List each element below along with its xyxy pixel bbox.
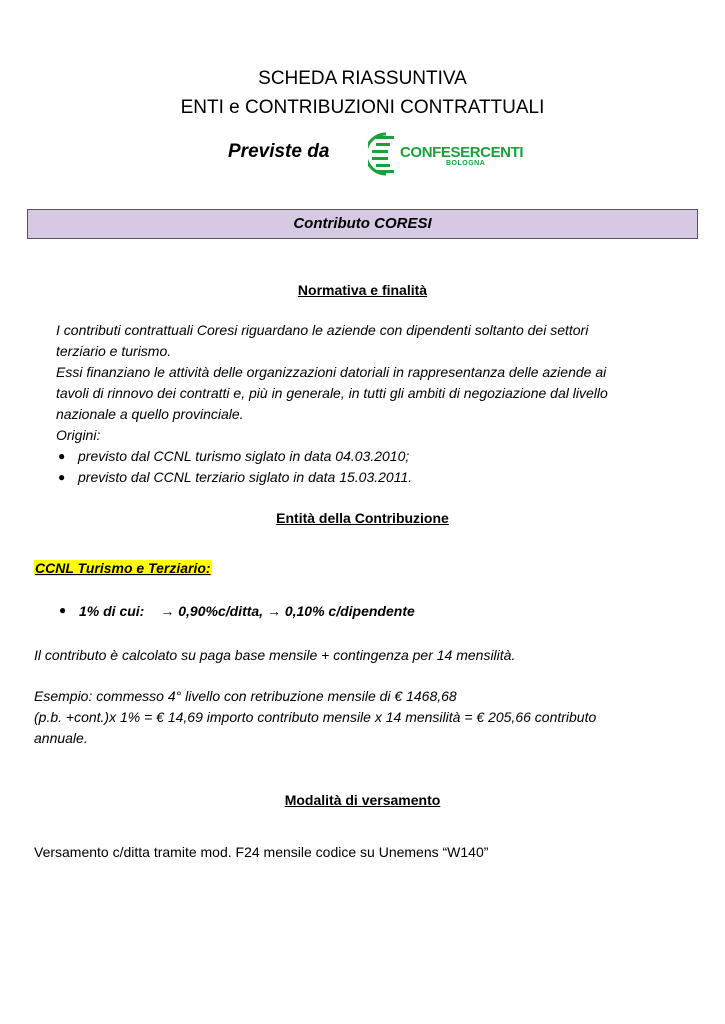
paragraph-line: terziario e turismo. — [56, 343, 172, 359]
bullet-icon: ● — [59, 603, 67, 617]
list-item-text: previsto dal CCNL terziario siglato in data 15.03.2011. — [78, 469, 413, 485]
logo-text: CONFESERCENTI — [400, 144, 524, 161]
paragraph-line: Essi finanziano le attività delle organizzazioni datoriali in rappresentanza delle aziende ai — [56, 364, 607, 380]
heading-normativa: Normativa e finalità — [297, 282, 428, 298]
list-item-text: previsto dal CCNL turismo siglato in data 04.03.2010; — [78, 448, 410, 464]
highlight-ccnl: CCNL Turismo e Terziario: — [35, 560, 211, 576]
heading-modalita: Modalità di versamento — [284, 792, 441, 808]
previste-label: Previste da — [228, 141, 330, 162]
doc-title-line2: ENTI e CONTRIBUZIONI CONTRATTUALI — [180, 97, 545, 118]
list-item — [58, 467, 413, 488]
bullet-part-dipendente: → 0,10% c/dipendente — [266, 603, 415, 619]
calc-note: Il contributo è calcolato su paga base mensile + contingenza per 14 mensilità. — [34, 647, 516, 663]
bullet-icon: ● — [58, 449, 66, 463]
example-line: Esempio: commesso 4° livello con retribuzione mensile di € 1468,68 — [34, 688, 457, 704]
example-line: (p.b. +cont.)x 1% = € 14,69 importo contributo mensile x 14 mensilità = € 205,66 contributo — [34, 709, 597, 725]
logo-subtext: BOLOGNA — [446, 160, 486, 167]
contribution-bullet — [59, 603, 415, 619]
doc-title-line1: SCHEDA RIASSUNTIVA — [258, 68, 467, 89]
paragraph-line: I contributi contrattuali Coresi riguardano le aziende con dipendenti soltanto dei settori — [56, 322, 589, 338]
paragraph-line: nazionale a quello provinciale. — [56, 406, 244, 422]
paragraph-line: tavoli di rinnovo dei contratti e, più in generale, in tutti gli ambiti di negoziazione dal livello — [56, 385, 608, 401]
bullet-main: 1% di cui: — [79, 603, 145, 619]
bullet-part-ditta: → 0,90%c/ditta, — [160, 603, 264, 619]
payment-text: Versamento c/ditta tramite mod. F24 mensile codice su Unemens “W140” — [34, 844, 489, 860]
list-item — [58, 446, 410, 467]
example-line: annuale. — [34, 730, 88, 746]
bullet-icon: ● — [58, 470, 66, 484]
heading-entita: Entità della Contribuzione — [276, 510, 449, 526]
paragraph-line: Origini: — [56, 427, 101, 443]
section-band: Contributo CORESI — [27, 209, 698, 239]
